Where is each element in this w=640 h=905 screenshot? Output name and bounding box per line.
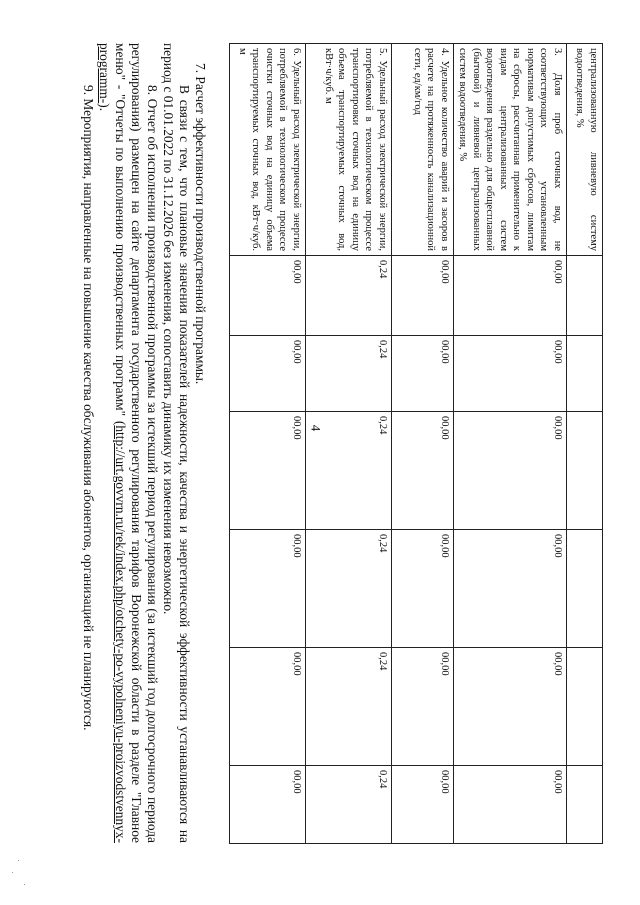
indicator-value-cell [567,256,603,336]
indicator-value-cell: 00,00 [392,412,454,530]
scan-noise [12,872,13,873]
indicator-value-cell: 00,00 [454,766,567,844]
indicator-value-cell [567,648,603,766]
indicator-value-cell: 0,24 [306,766,392,844]
table-row [306,44,392,844]
indicator-value-cell: 00,00 [454,648,567,766]
indicator-value-cell: 00,00 [230,256,306,336]
indicator-value-cell: 0,24 [306,648,392,766]
section-8-body [96,43,160,843]
document-text [80,43,208,843]
scan-noise [18,860,19,861]
table-row [392,44,454,844]
indicator-value-cell: 00,00 [392,648,454,766]
table-row [567,44,603,844]
indicator-value-cell: 00,00 [230,412,306,530]
table-row [230,44,306,844]
section-7-body: В связи с тем, что плановые значения показателей надежности, качества и энергетической эффективности устанавливаются на период с 01.01.2022 по 31.12.2026 без изменения, сопоставить динамику их изменения невозможно. [161,43,192,843]
indicator-value-cell: 00,00 [230,766,306,844]
page-number: 4 [308,424,324,432]
indicator-name-cell: 3. Доля проб сточных вод, не соответствующих установленным нормативам допустимых сбросов, лимитам на сбросы, рассчитанная применительно к видам централизованных систем водоотведения раздельно для общесплавной (бытовой) и ливневой централизованных систем водоотведения, % [454,44,567,256]
indicator-value-cell: 00,00 [454,336,567,412]
indicator-value-cell [567,530,603,648]
indicator-value-cell: 00,00 [230,336,306,412]
indicator-value-cell: 0,24 [306,530,392,648]
indicator-name-cell: 4. Удельное количество аварий и засоров в расчете на протяженность канализационной сети, ед/км/год [392,44,454,256]
rotated-page-content [63,43,603,843]
report-link[interactable]: http://urt.govvrn.ru/rek/index.php/otchety-po-vypolneniyu-proizvodstvennyx-programm- [97,43,128,843]
indicator-value-cell: 00,00 [392,530,454,648]
indicator-name-cell: централизованную ливневую систему водоотведения, % [567,44,603,256]
section-9-body: 9. Мероприятия, направленные на повышение качества обслуживания абонентов, организацией не планируются. [81,85,96,731]
indicators-table [229,43,603,844]
indicator-value-cell: 00,00 [230,648,306,766]
indicator-value-cell: 0,24 [306,256,392,336]
scan-noise [24,884,25,885]
section-8-tail: ). [97,103,112,112]
indicator-value-cell: 00,00 [454,412,567,530]
table-row [454,44,567,844]
indicator-value-cell [567,412,603,530]
indicator-value-cell: 00,00 [392,336,454,412]
indicator-value-cell [567,766,603,844]
indicator-value-cell: 00,00 [392,766,454,844]
indicator-value-cell: 0,24 [306,412,392,530]
indicator-value-cell: 00,00 [392,256,454,336]
indicator-name-cell: 5. Удельный расход электрической энергии, потребляемой в технологическом процессе транспортировки сточных вод на единицу объема транспортируемых сточных вод, кВт·ч/куб. м [306,44,392,256]
indicator-value-cell: 00,00 [230,530,306,648]
section-7-heading: 7. Расчет эффективности производственной программы. [193,63,208,385]
indicator-value-cell: 0,24 [306,336,392,412]
indicator-value-cell: 00,00 [454,530,567,648]
section-8-text: 8. Отчет об исполнении производственной программы за истекший период регулирования (за истекший год долгосрочного периода регулирования) размещен на сайте департамента государственного регулирования тарифов Воронежской области в разделе "Главное меню" - "Отчеты по выполнению производственных программ" ( [113,43,160,843]
indicator-value-cell: 00,00 [454,256,567,336]
indicator-name-cell: 6. Удельный расход электрической энергии, потребляемой в технологическом процессе очистки сточных вод на единицу объема транспортируемых сточных вод, кВт·ч/куб. м [230,44,306,256]
indicator-value-cell [567,336,603,412]
